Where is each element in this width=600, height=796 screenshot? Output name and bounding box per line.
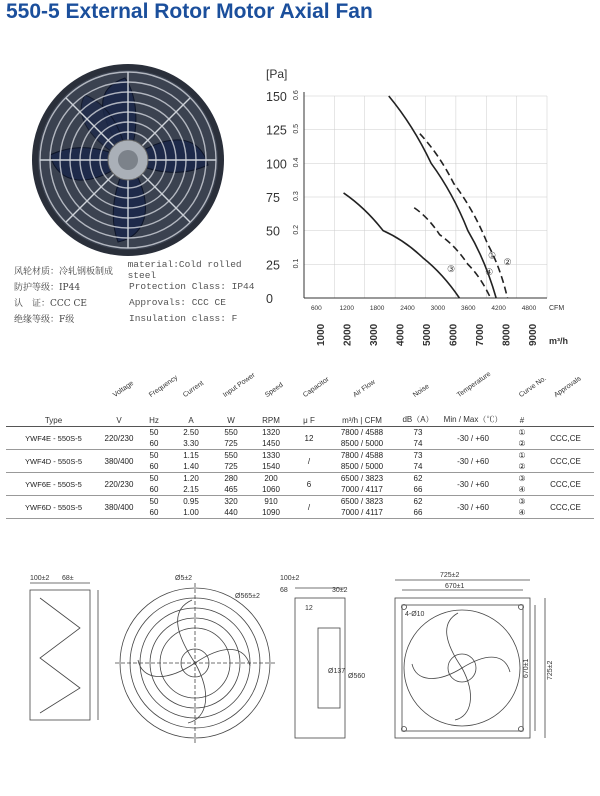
- dim-plate-outer-height: 725±2: [547, 660, 554, 680]
- th-temperature: Temperature: [456, 370, 493, 399]
- y-tick-inwg: 0.5: [293, 123, 300, 134]
- dim-side-width: 100±2: [30, 575, 50, 582]
- cell-curve: ③: [518, 497, 526, 506]
- cell-curve: ①: [518, 451, 526, 460]
- table-row: [6, 450, 594, 462]
- cell-type: YWF4E - 550S-5: [6, 427, 101, 450]
- th-input-power: Input Power: [221, 371, 257, 399]
- x-tick-m3h: 4000: [395, 323, 407, 346]
- series-label: ②: [503, 257, 512, 268]
- cell-hz: 60: [137, 438, 171, 450]
- cell-type: YWF4D - 550S-5: [6, 450, 101, 473]
- cell-approvals: CCC,CE: [537, 427, 594, 450]
- cell-current: 1.40: [171, 461, 211, 473]
- cell-hz: 50: [149, 451, 159, 460]
- dim-section-offset: 30±2: [332, 587, 348, 594]
- cell-rpm: 1330: [262, 451, 280, 460]
- unit-approvals: [537, 400, 594, 427]
- cell-noise: 74: [397, 438, 439, 450]
- cell-noise: 73: [413, 451, 423, 460]
- x-tick-m3h: 5000: [422, 323, 433, 346]
- unit-v: V: [101, 400, 137, 427]
- cell-power: 725: [211, 461, 251, 473]
- cell-temperature: -30 / +60: [439, 450, 507, 473]
- series-line: [344, 193, 460, 298]
- chart-labels: [266, 67, 568, 346]
- cell-current: 2.15: [171, 484, 211, 496]
- y-tick-inwg: 0.4: [293, 157, 300, 168]
- cell-voltage: 380/400: [101, 450, 137, 473]
- x-unit-m3h: m³/h: [549, 336, 568, 346]
- unit-uf: μ F: [291, 400, 327, 427]
- cell-power: 440: [211, 507, 251, 519]
- cell-hz: 50: [149, 474, 159, 483]
- cell-noise: 73: [413, 428, 423, 437]
- dim-section-dia: Ø560: [348, 673, 366, 680]
- section-view-drawing: [295, 588, 345, 738]
- x-tick-m3h: 3000: [369, 323, 380, 346]
- x-unit-cfm: CFM: [549, 305, 565, 312]
- spec-en: Insulation class: F: [129, 312, 238, 324]
- cell-airflow: 7800 / 4588: [340, 428, 384, 437]
- series-label: ③: [447, 263, 456, 274]
- x-tick-cfm: 2400: [400, 305, 415, 312]
- x-tick-m3h: 9000: [528, 323, 539, 346]
- spec-cn: 防护等级：IP44: [14, 282, 81, 293]
- fan-photo: [30, 60, 235, 260]
- cell-current: 0.95: [183, 497, 199, 506]
- y-tick-pa: 0: [266, 292, 273, 306]
- cell-voltage: 380/400: [101, 496, 137, 519]
- dim-plate-inner-width: 670±1: [445, 583, 465, 590]
- cell-rpm: 910: [264, 497, 278, 506]
- side-view-drawing: [30, 583, 98, 720]
- dim-front-dia: Ø565±2: [235, 593, 260, 600]
- dim-plate-outer-width: 725±2: [440, 572, 460, 579]
- th-current: Current: [182, 379, 206, 399]
- cell-capacitor: 12: [291, 427, 327, 450]
- front-view-drawing: [115, 583, 275, 743]
- cell-power: 550: [224, 451, 238, 460]
- cell-temperature: -30 / +60: [439, 496, 507, 519]
- cell-curve: ③: [518, 474, 526, 483]
- dim-plate-holes: 4-Ø10: [405, 611, 425, 618]
- cell-noise: 66: [397, 507, 439, 519]
- dim-section-depth: 68: [280, 587, 288, 594]
- th-noise: Noise: [412, 382, 431, 399]
- cell-temperature: -30 / +60: [439, 427, 507, 450]
- unit-hz: Hz: [137, 400, 171, 427]
- cell-airflow: 6500 / 3823: [340, 474, 384, 483]
- cell-airflow: 8500 / 5000: [327, 461, 397, 473]
- cell-curve: ①: [518, 428, 526, 437]
- series-line: [420, 134, 508, 298]
- cell-hz: 60: [137, 461, 171, 473]
- y-tick-pa: 150: [266, 90, 287, 104]
- series-label: ①: [488, 250, 497, 261]
- dim-section-hub: Ø137: [328, 668, 346, 675]
- dim-section-flange: 12: [305, 605, 313, 612]
- cell-capacitor: /: [291, 450, 327, 473]
- unit-a: A: [171, 400, 211, 427]
- cell-current: 3.30: [171, 438, 211, 450]
- table-row: [6, 473, 594, 485]
- cell-curve: ④: [507, 484, 537, 496]
- unit-flow: m³/h | CFM: [327, 400, 397, 427]
- y-tick-pa: 75: [266, 191, 280, 205]
- cell-hz: 50: [149, 428, 159, 437]
- spec-cn: 绝缘等级：F级: [14, 314, 75, 325]
- cell-noise: 62: [413, 497, 423, 506]
- th-blank: [6, 370, 101, 400]
- cell-rpm: 1540: [251, 461, 291, 473]
- cell-airflow: 7000 / 4117: [327, 507, 397, 519]
- y-tick-pa: 25: [266, 258, 280, 273]
- cell-curve: ④: [507, 507, 537, 519]
- unit-type: Type: [6, 400, 101, 427]
- cell-rpm: 1090: [251, 507, 291, 519]
- cell-airflow: 7000 / 4117: [327, 484, 397, 496]
- cell-capacitor: /: [291, 496, 327, 519]
- spec-en: Approvals: CCC CE: [129, 296, 226, 308]
- th-air-flow: Air Flow: [352, 378, 378, 399]
- unit-w: W: [211, 400, 251, 427]
- y-axis-label: [Pa]: [266, 67, 288, 81]
- cell-current: 1.00: [171, 507, 211, 519]
- cell-curve: ②: [507, 438, 537, 450]
- spec-row-approvals: [14, 294, 274, 310]
- cell-approvals: CCC,CE: [537, 473, 594, 496]
- cell-approvals: CCC,CE: [537, 450, 594, 473]
- x-tick-cfm: 1200: [339, 305, 354, 312]
- cell-hz: 60: [137, 507, 171, 519]
- x-tick-m3h: 2000: [342, 323, 354, 346]
- cell-noise: 62: [413, 474, 423, 483]
- y-tick-inwg: 0.3: [293, 191, 300, 201]
- cell-rpm: 1320: [262, 428, 280, 437]
- dim-plate-inner-height: 670±1: [523, 658, 530, 678]
- cell-curve: ②: [507, 461, 537, 473]
- unit-rpm: RPM: [251, 400, 291, 427]
- cell-type: YWF6E - 550S-5: [6, 473, 101, 496]
- th-speed: Speed: [263, 381, 285, 399]
- cell-noise: 66: [397, 484, 439, 496]
- y-tick-pa: 50: [266, 224, 280, 239]
- spec-en: material:Cold rolled steel: [127, 259, 242, 281]
- unit-curve: #: [507, 400, 537, 427]
- y-tick-inwg: 0.6: [293, 90, 300, 100]
- cell-approvals: CCC,CE: [537, 496, 594, 519]
- th-approvals: Approvals: [552, 375, 583, 399]
- performance-table: [6, 370, 594, 519]
- y-tick-inwg: 0.2: [293, 224, 300, 235]
- x-tick-m3h: 1000: [316, 323, 327, 346]
- x-tick-cfm: 600: [310, 305, 322, 312]
- cell-current: 1.15: [183, 451, 199, 460]
- spec-cn: 认 证：CCC CE: [14, 298, 87, 309]
- x-tick-m3h: 7000: [475, 323, 486, 346]
- spec-cn: 风轮材质：冷轧钢板制成: [14, 266, 114, 277]
- th-curve-no: Curve No.: [517, 375, 548, 399]
- cell-type: YWF6D - 550S-5: [6, 496, 101, 519]
- x-tick-cfm: 3600: [461, 305, 476, 312]
- cell-rpm: 1060: [251, 484, 291, 496]
- y-tick-inwg: 0.1: [293, 258, 300, 269]
- y-tick-pa: 125: [266, 123, 287, 138]
- performance-chart: [262, 60, 600, 360]
- dim-side-depth: 68±: [62, 575, 74, 582]
- cell-temperature: -30 / +60: [439, 473, 507, 496]
- x-tick-cfm: 1800: [369, 305, 385, 312]
- performance-table-wrap: [6, 370, 594, 519]
- spec-row-protection: [14, 278, 274, 294]
- technical-drawings: [0, 568, 600, 796]
- cell-voltage: 220/230: [101, 473, 137, 496]
- cell-hz: 50: [149, 497, 159, 506]
- x-tick-cfm: 4800: [521, 305, 537, 312]
- th-frequency: Frequency: [147, 374, 180, 399]
- th-voltage: Voltage: [111, 379, 136, 399]
- cell-power: 320: [224, 497, 238, 506]
- spec-row-insulation: [14, 310, 274, 326]
- chart-grid: [304, 96, 547, 298]
- unit-db: dB（A）: [397, 400, 439, 427]
- x-tick-cfm: 4200: [491, 305, 506, 312]
- cell-current: 1.20: [183, 474, 199, 483]
- x-tick-m3h: 8000: [501, 323, 513, 346]
- cell-current: 2.50: [183, 428, 199, 437]
- cell-capacitor: 6: [291, 473, 327, 496]
- x-tick-m3h: 6000: [448, 323, 460, 346]
- dim-section-width: 100±2: [280, 575, 300, 582]
- cell-hz: 60: [137, 484, 171, 496]
- table-body: [6, 427, 594, 519]
- table-row: [6, 427, 594, 439]
- table-row: [6, 496, 594, 508]
- cell-voltage: 220/230: [101, 427, 137, 450]
- cell-airflow: 6500 / 3823: [340, 497, 384, 506]
- th-capacitor: Capacitor: [301, 376, 331, 399]
- cell-power: 725: [211, 438, 251, 450]
- spec-en: Protection Class: IP44: [129, 280, 255, 292]
- unit-temp: Min / Max（℃）: [439, 400, 507, 427]
- dim-front-small: Ø5±2: [175, 575, 193, 582]
- series-label: ④: [485, 267, 494, 278]
- cell-power: 550: [224, 428, 238, 437]
- cell-rpm: 200: [264, 474, 278, 483]
- page-title: 550-5 External Rotor Motor Axial Fan: [6, 0, 373, 23]
- cell-power: 465: [211, 484, 251, 496]
- cell-noise: 74: [397, 461, 439, 473]
- cell-airflow: 7800 / 4588: [340, 451, 384, 460]
- x-tick-cfm: 3000: [430, 305, 446, 312]
- y-tick-pa: 100: [266, 157, 287, 172]
- cell-power: 280: [224, 474, 238, 483]
- cell-rpm: 1450: [251, 438, 291, 450]
- cell-airflow: 8500 / 5000: [327, 438, 397, 450]
